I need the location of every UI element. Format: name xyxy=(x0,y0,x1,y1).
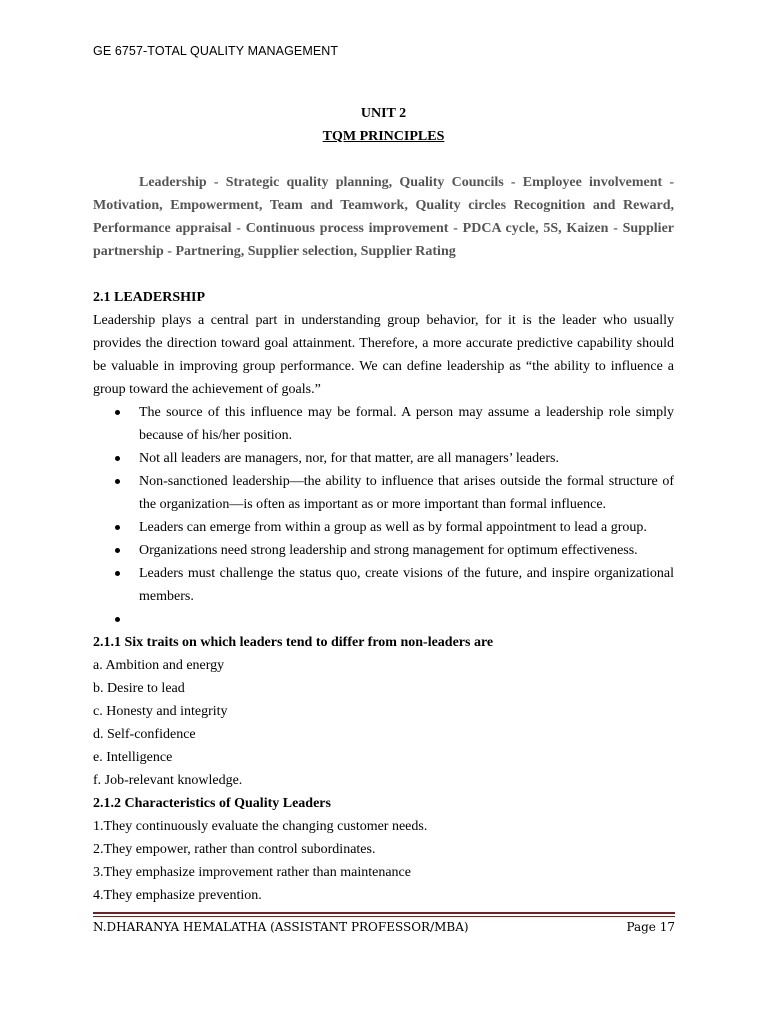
bullet-item: Not all leaders are managers, nor, for that matter, are all managers’ leaders. xyxy=(93,447,674,470)
list-item: 2.They empower, rather than control subordinates. xyxy=(93,842,376,857)
bullet-item: Leaders can emerge from within a group as well as by formal appointment to lead a group. xyxy=(93,516,674,539)
footer-divider xyxy=(93,912,675,914)
list-item: b. Desire to lead xyxy=(93,681,185,696)
list-item: 4.They emphasize prevention. xyxy=(93,888,262,903)
list-item: e. Intelligence xyxy=(93,750,173,765)
document-body xyxy=(93,102,674,907)
page-number: Page 17 xyxy=(626,920,675,934)
page-footer xyxy=(93,920,675,934)
section-heading-traits: 2.1.1 Six traits on which leaders tend to differ from non-leaders are xyxy=(93,635,494,650)
section-heading-leadership: 2.1 LEADERSHIP xyxy=(93,290,206,305)
unit-label: UNIT 2 xyxy=(360,106,407,121)
footer-divider-thin xyxy=(93,916,675,917)
list-item: d. Self-confidence xyxy=(93,727,196,742)
footer-author: N.DHARANYA HEMALATHA (ASSISTANT PROFESSOR/MBA) xyxy=(93,920,469,934)
leadership-intro: Leadership plays a central part in understanding group behavior, for it is the leader who usually provides the direction toward goal attainment. Therefore, a more accurate predictive capability should be valuable in improving group performance. We can define leadership as “the ability to influence a group toward the achievement of goals.” xyxy=(93,313,674,397)
list-item: f. Job-relevant knowledge. xyxy=(93,773,243,788)
list-item: 1.They continuously evaluate the changing customer needs. xyxy=(93,819,428,834)
list-item: c. Honesty and integrity xyxy=(93,704,228,719)
section-heading-characteristics: 2.1.2 Characteristics of Quality Leaders xyxy=(93,796,331,811)
bullet-item: The source of this influence may be formal. A person may assume a leadership role simply because of his/her position. xyxy=(93,401,674,447)
list-item: a. Ambition and energy xyxy=(93,658,225,673)
bullet-item-empty xyxy=(93,608,674,631)
bullet-item: Leaders must challenge the status quo, create visions of the future, and inspire organizational members. xyxy=(93,562,674,608)
bullet-item: Non-sanctioned leadership—the ability to influence that arises outside the formal structure of the organization—is often as important as or more important than formal influence. xyxy=(93,470,674,516)
leadership-bullets xyxy=(93,401,674,631)
unit-summary: Leadership - Strategic quality planning, Quality Councils - Employee involvement - Motivation, Empowerment, Team and Teamwork, Quality circles Recognition and Reward, Performance appraisal - Continuous process improvement - PDCA cycle, 5S, Kaizen - Supplier partnership - Partnering, Supplier selection, Supplier Rating xyxy=(93,175,674,259)
unit-title: TQM PRINCIPLES xyxy=(322,129,445,144)
list-item: 3.They emphasize improvement rather than maintenance xyxy=(93,865,411,880)
page-header: GE 6757-TOTAL QUALITY MANAGEMENT xyxy=(93,44,339,58)
bullet-item: Organizations need strong leadership and strong management for optimum effectiveness. xyxy=(93,539,674,562)
